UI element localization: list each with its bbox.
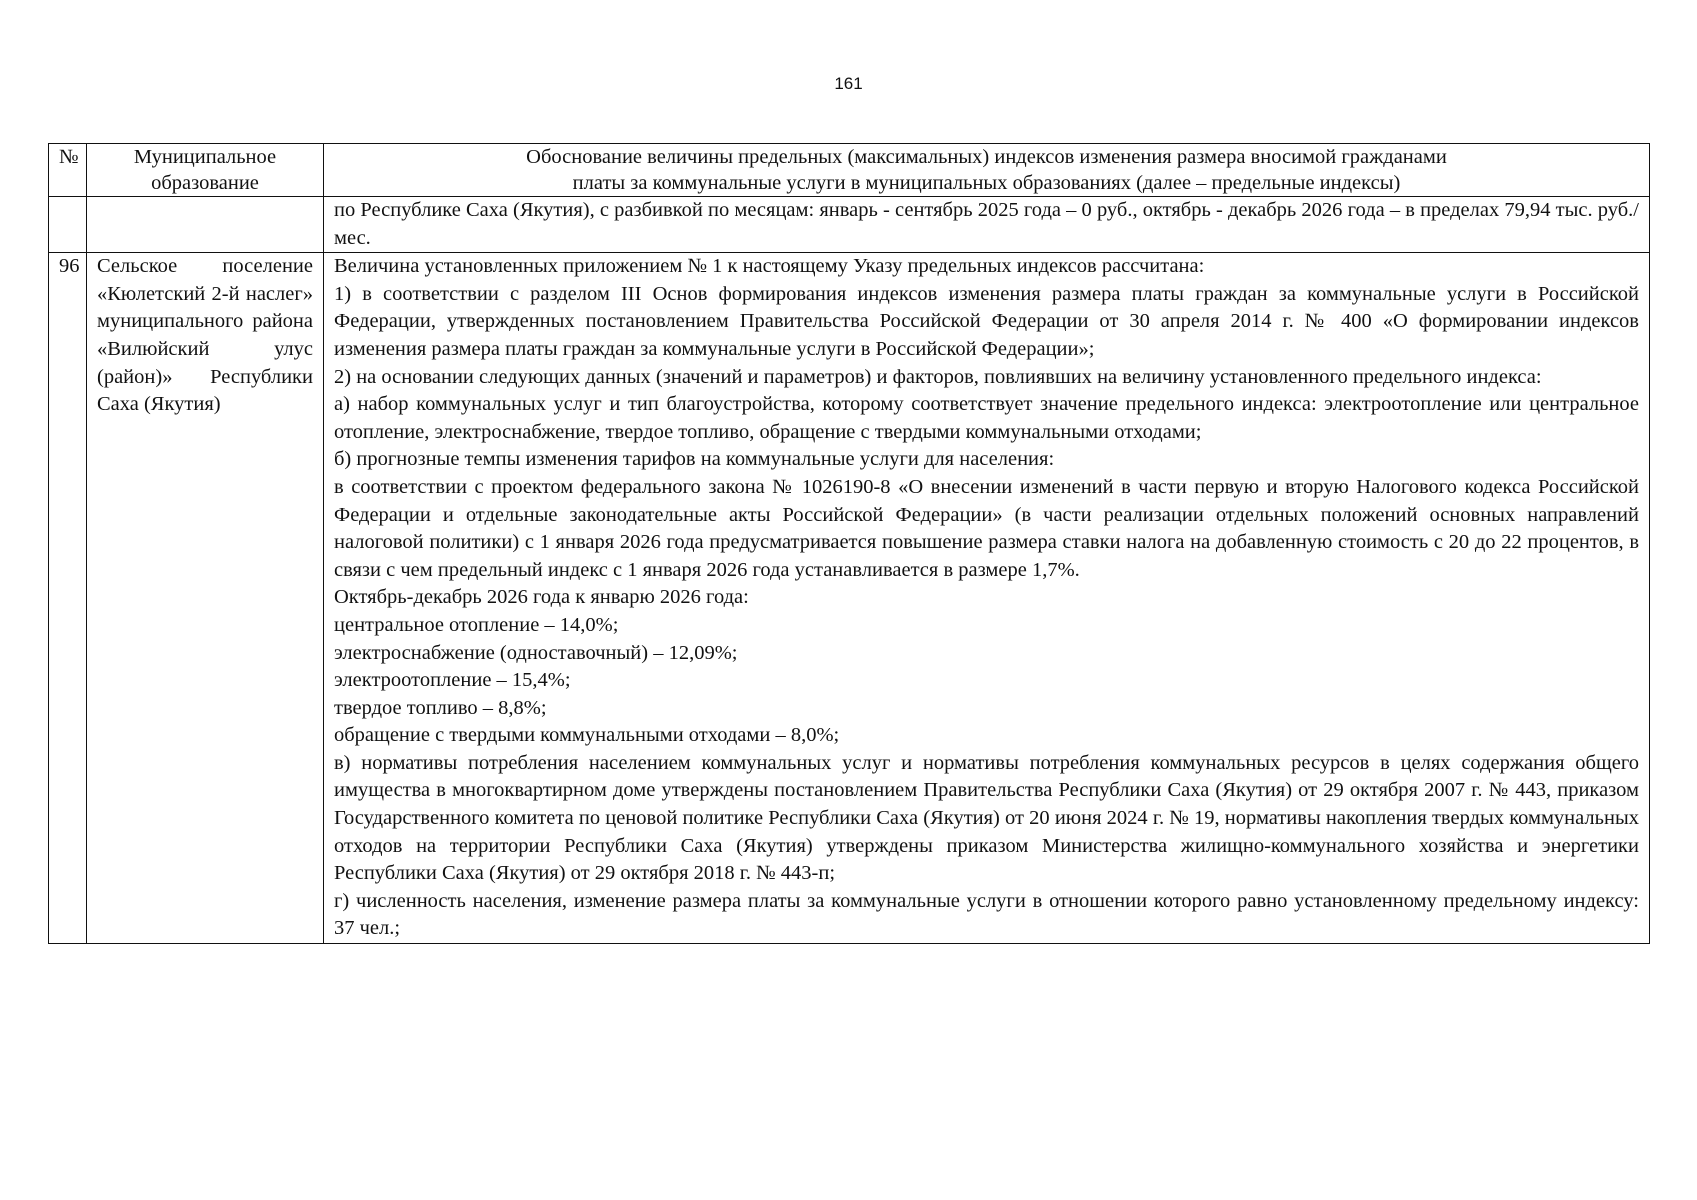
table-row-96 [49,253,1650,944]
justification-paragraph: г) численность населения, изменение размера платы за коммунальные услуги в отношении которого равно установленному предельному индексу: 37 чел.; [334,889,1639,940]
indices-table [48,143,1650,944]
table-row-continuation [49,197,1650,253]
header-municipality: Муниципальное образование [87,144,324,197]
justification-cell [324,253,1650,944]
justification-paragraph: а) набор коммунальных услуг и тип благоустройства, которому соответствует значение предельного индекса: электроотопление или центральное отопление, электроснабжение, твердое топливо, обращение с твердыми коммунальными отходами; [334,393,1639,443]
justification-paragraph: в соответствии с проектом федерального закона № 1026190-8 «О внесении изменений в части первую и вторую Налогового кодекса Российской Федерации и отдельные законодательные акты Российской Федерации» (в части реализации отдельных положений основных направлений налоговой политики) с 1 января 2026 года предусматривается повышение размера ставки налога на добавленную стоимость с 20 до 22 процентов, в связи с чем предельный индекс с 1 января 2026 года устанавливается в размере 1,7%. [334,475,1639,581]
justification-paragraph: в) нормативы потребления населением коммунальных услуг и нормативы потребления коммунальных ресурсов в целях содержания общего имущества в многоквартирном доме утверждены постановлением Правительства Республики Саха (Якутия) от 29 октября 2007 г. № 443, приказом Государственного комитета по ценовой политике Республики Саха (Якутия) от 20 июня 2024 г. № 19, нормативы накопления твердых коммунальных отходов на территории Республики Саха (Якутия) утверждены приказом Министерства жилищно-коммунального хозяйства и энергетики Республики Саха (Якутия) от 29 октября 2018 г. № 443-п; [334,751,1639,885]
municipality-name: Сельское поселение «Кюлетский 2-й наслег» муниципального района «Вилюйский улус (район)» Республики Саха (Якутия) [87,253,324,944]
tariff-line: электроотопление – 15,4%; [334,669,571,692]
continuation-municipality-cell [87,197,324,253]
tariff-line: твердое топливо – 8,8%; [334,696,547,719]
header-justification-line1: Обоснование величины предельных (максимальных) индексов изменения размера вносимой гражданами [526,146,1447,168]
continuation-text: по Республике Саха (Якутия), с разбивкой по месяцам: январь - сентябрь 2025 года – 0 руб., октябрь - декабрь 2026 года – в пределах 79,94 тыс. руб./мес. [334,199,1639,249]
header-justification [324,144,1650,197]
justification-paragraph: Октябрь-декабрь 2026 года к январю 2026 года: [334,586,749,609]
tariff-line: электроснабжение (одноставочный) – 12,09%; [334,641,738,664]
page-number: 161 [834,74,863,93]
table-header-row [49,144,1650,197]
justification-paragraph: Величина установленных приложением № 1 к настоящему Указу предельных индексов рассчитана: [334,255,1205,278]
header-number: № [49,144,87,197]
row-number: 96 [49,253,87,944]
justification-paragraph: б) прогнозные темпы изменения тарифов на коммунальные услуги для населения: [334,448,1055,471]
tariff-line: центральное отопление – 14,0%; [334,613,619,636]
tariff-line: обращение с твердыми коммунальными отходами – 8,0%; [334,724,840,747]
continuation-number-cell [49,197,87,253]
justification-paragraph: 2) на основании следующих данных (значений и параметров) и факторов, повлиявших на величину установленного предельного индекса: [334,365,1542,388]
header-justification-line2: платы за коммунальные услуги в муниципальных образованиях (далее – предельные индексы) [572,172,1401,194]
justification-paragraph: 1) в соответствии с разделом III Основ формирования индексов изменения размера платы граждан за коммунальные услуги в Российской Федерации, утвержденных постановлением Правительства Российской Федерации от 30 апреля 2014 г. № 400 «О формировании индексов изменения размера платы граждан за коммунальные услуги в Российской Федерации»; [334,282,1639,360]
continuation-justification-cell [324,197,1650,253]
